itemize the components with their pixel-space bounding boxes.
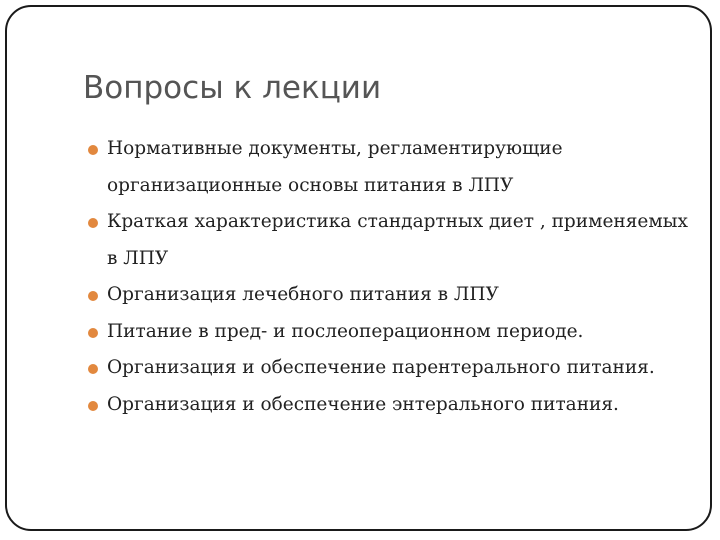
bullet-text: Нормативные документы, регламентирующие организационные основы питания в ЛПУ	[107, 138, 563, 196]
bullet-list	[87, 131, 697, 423]
bullet-item	[87, 277, 697, 314]
bullet-item	[87, 131, 697, 204]
bullet-text: Организация лечебного питания в ЛПУ	[107, 284, 499, 305]
circle-bullet-icon	[88, 401, 98, 411]
circle-bullet-icon	[88, 328, 98, 338]
slide-title: Вопросы к лекции	[83, 70, 382, 106]
circle-bullet-icon	[88, 218, 98, 228]
bullet-item	[87, 204, 697, 277]
bullet-text: Питание в пред- и послеоперационном периоде.	[107, 320, 584, 342]
bullet-item	[87, 314, 697, 351]
circle-bullet-icon	[88, 145, 98, 155]
bullet-text: Организация и обеспечение энтерального питания.	[107, 393, 619, 415]
bullet-item	[87, 387, 697, 424]
bullet-text: Краткая характеристика стандартных диет , применяемых в ЛПУ	[107, 211, 688, 269]
slide-frame	[5, 5, 712, 531]
circle-bullet-icon	[88, 364, 98, 374]
circle-bullet-icon	[88, 291, 98, 301]
bullet-text: Организация и обеспечение парентерального питания.	[107, 357, 655, 378]
bullet-item	[87, 350, 697, 387]
